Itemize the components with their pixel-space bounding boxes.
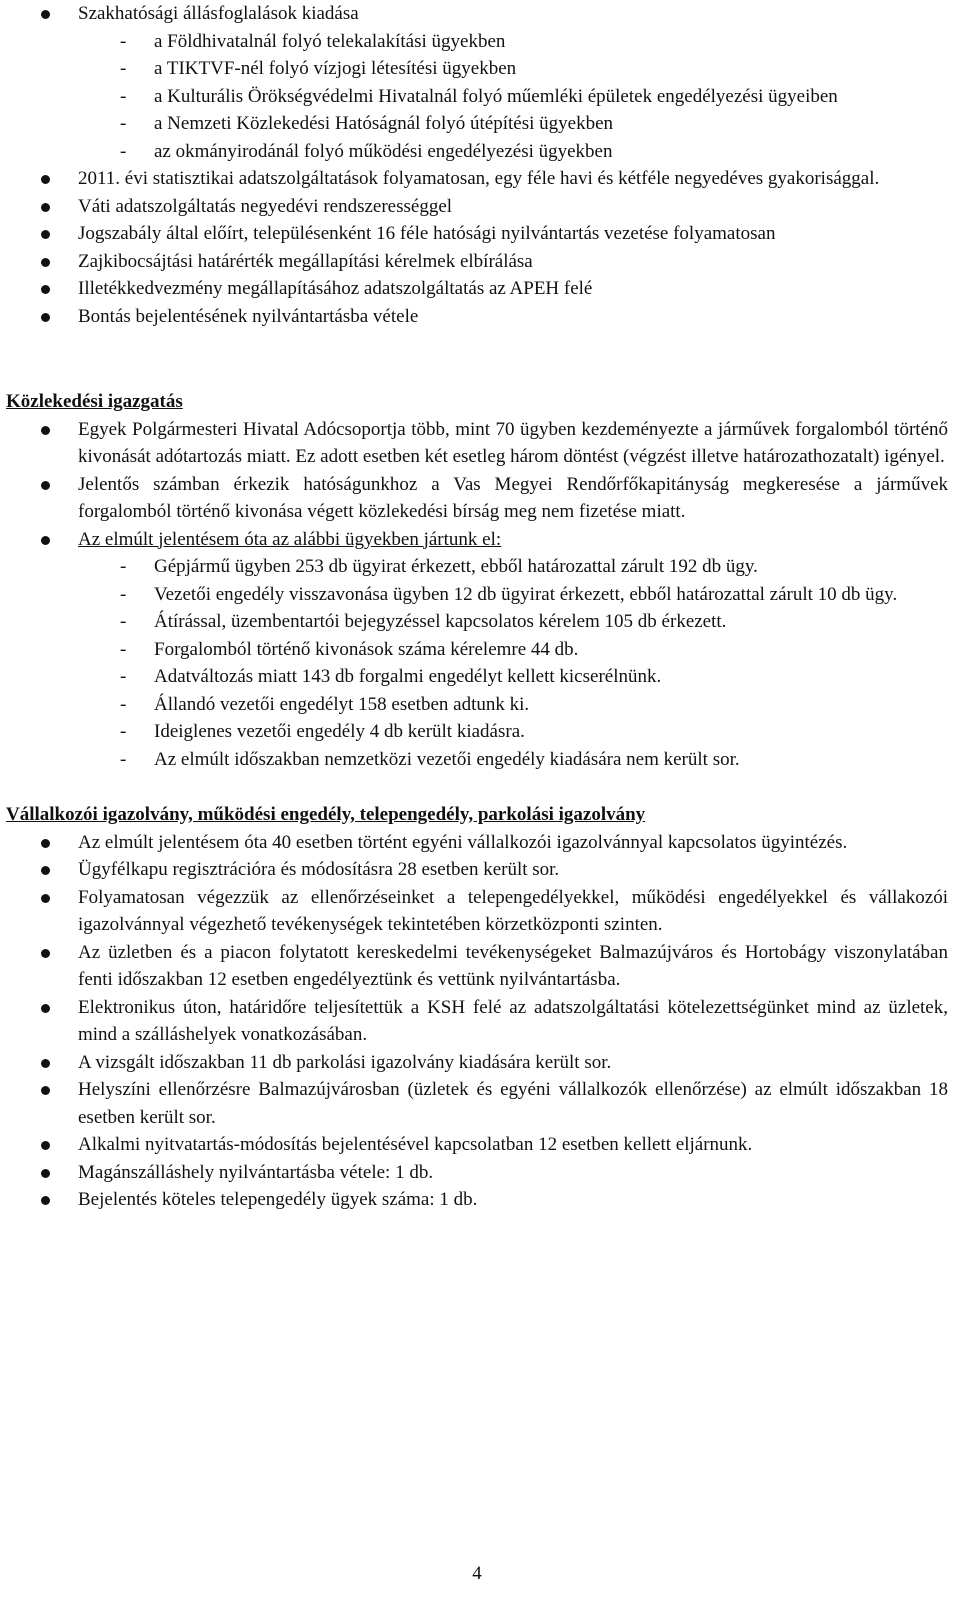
sublist-item: - a Nemzeti Közlekedési Hatóságnál folyó útépítési ügyekben <box>78 110 948 138</box>
list-item <box>6 0 948 165</box>
section1-list <box>6 0 948 330</box>
spacer <box>6 330 948 388</box>
sublist-item: - Állandó vezetői engedélyt 158 esetben adtunk ki. <box>78 691 948 719</box>
list-item: Az üzletben és a piacon folytatott kereskedelmi tevékenységeket Balmazújváros és Hortobágy viszonylatában fenti időszakban 12 esetben engedélyeztünk és vettünk nyilvántartásba. <box>6 939 948 994</box>
list-item: Jelentős számban érkezik hatóságunkhoz a Vas Megyei Rendőrfőkapitányság megkeresése a járművek forgalomból történő kivonása végett közlekedési bírság meg nem fizetése miatt. <box>6 471 948 526</box>
sublist-item: - a Kulturális Örökségvédelmi Hivatalnál folyó műemléki épületek engedélyezési ügyeiben <box>78 83 948 111</box>
list-item: Magánszálláshely nyilvántartásba vétele: 1 db. <box>6 1159 948 1187</box>
sublist-item: - a Földhivatalnál folyó telekalakítási ügyekben <box>78 28 948 56</box>
sublist-item: - Átírással, üzembentartói bejegyzéssel kapcsolatos kérelem 105 db érkezett. <box>78 608 948 636</box>
list-item: Jogszabály által előírt, településenként 16 féle hatósági nyilvántartás vezetése folyamatosan <box>6 220 948 248</box>
document-page <box>6 0 948 1584</box>
list-item: Elektronikus úton, határidőre teljesítettük a KSH felé az adatszolgáltatási kötelezettségünket mind az üzletek, mind a szálláshelyek vonatkozásában. <box>6 994 948 1049</box>
sublist <box>78 553 948 773</box>
list-item: A vizsgált időszakban 11 db parkolási igazolvány kiadására került sor. <box>6 1049 948 1077</box>
list-item-text: Az elmúlt jelentésem óta az alábbi ügyekben jártunk el: <box>78 528 502 550</box>
sublist <box>78 28 948 166</box>
sublist-item: - Adatváltozás miatt 143 db forgalmi engedélyt kellett kicserélnünk. <box>78 663 948 691</box>
list-item: Váti adatszolgáltatás negyedévi rendszerességgel <box>6 193 948 221</box>
sublist-item: - Vezetői engedély visszavonása ügyben 12 db ügyirat érkezett, ebből határozattal zárult 10 db ügy. <box>78 581 948 609</box>
list-item: Illetékkedvezmény megállapításához adatszolgáltatás az APEH felé <box>6 275 948 303</box>
sublist-item: - Forgalomból történő kivonások száma kérelemre 44 db. <box>78 636 948 664</box>
list-item: Egyek Polgármesteri Hivatal Adócsoportja több, mint 70 ügyben kezdeményezte a járművek forgalomból történő kivonását adótartozás miatt. Ez adott esetben két esetleg három döntést (végzést illetve határozathozatalt) igényel. <box>6 416 948 471</box>
sublist-item: - Az elmúlt időszakban nemzetközi vezetői engedély kiadására nem került sor. <box>78 746 948 774</box>
section3-list <box>6 829 948 1214</box>
list-item: Helyszíni ellenőrzésre Balmazújvárosban (üzletek és egyéni vállalkozók ellenőrzése) az elmúlt időszakban 18 esetben került sor. <box>6 1076 948 1131</box>
list-item: Folyamatosan végezzük az ellenőrzéseinket a telepengedélyekkel, működési engedélyekkel és vállakozói igazolvánnyal végezhető tevékenységek tekintetében körzetközponti szinten. <box>6 884 948 939</box>
sublist-item: - Ideiglenes vezetői engedély 4 db került kiadásra. <box>78 718 948 746</box>
list-item: Ügyfélkapu regisztrációra és módosításra 28 esetben került sor. <box>6 856 948 884</box>
list-item <box>6 526 948 774</box>
section-heading: Vállalkozói igazolvány, működési engedély, telepengedély, parkolási igazolvány <box>6 804 646 825</box>
list-item: Alkalmi nyitvatartás-módosítás bejelentésével kapcsolatban 12 esetben kellett eljárnunk. <box>6 1131 948 1159</box>
section-heading: Közlekedési igazgatás <box>6 391 183 412</box>
list-item: Zajkibocsájtási határérték megállapítási kérelmek elbírálása <box>6 248 948 276</box>
list-item: Bontás bejelentésének nyilvántartásba vétele <box>6 303 948 331</box>
list-item: 2011. évi statisztikai adatszolgáltatások folyamatosan, egy féle havi és kétféle negyedéves gyakorisággal. <box>6 165 948 193</box>
section2-list <box>6 416 948 774</box>
sublist-item: - Gépjármű ügyben 253 db ügyirat érkezett, ebből határozattal zárult 192 db ügy. <box>78 553 948 581</box>
list-item-text: Szakhatósági állásfoglalások kiadása <box>78 3 359 24</box>
sublist-item: - az okmányirodánál folyó működési engedélyezési ügyekben <box>78 138 948 166</box>
page-number: 4 <box>472 1563 482 1584</box>
list-item: Bejelentés köteles telepengedély ügyek száma: 1 db. <box>6 1186 948 1214</box>
list-item: Az elmúlt jelentésem óta 40 esetben történt egyéni vállalkozói igazolvánnyal kapcsolatos ügyintézés. <box>6 829 948 857</box>
spacer <box>6 773 948 801</box>
sublist-item: - a TIKTVF-nél folyó vízjogi létesítési ügyekben <box>78 55 948 83</box>
